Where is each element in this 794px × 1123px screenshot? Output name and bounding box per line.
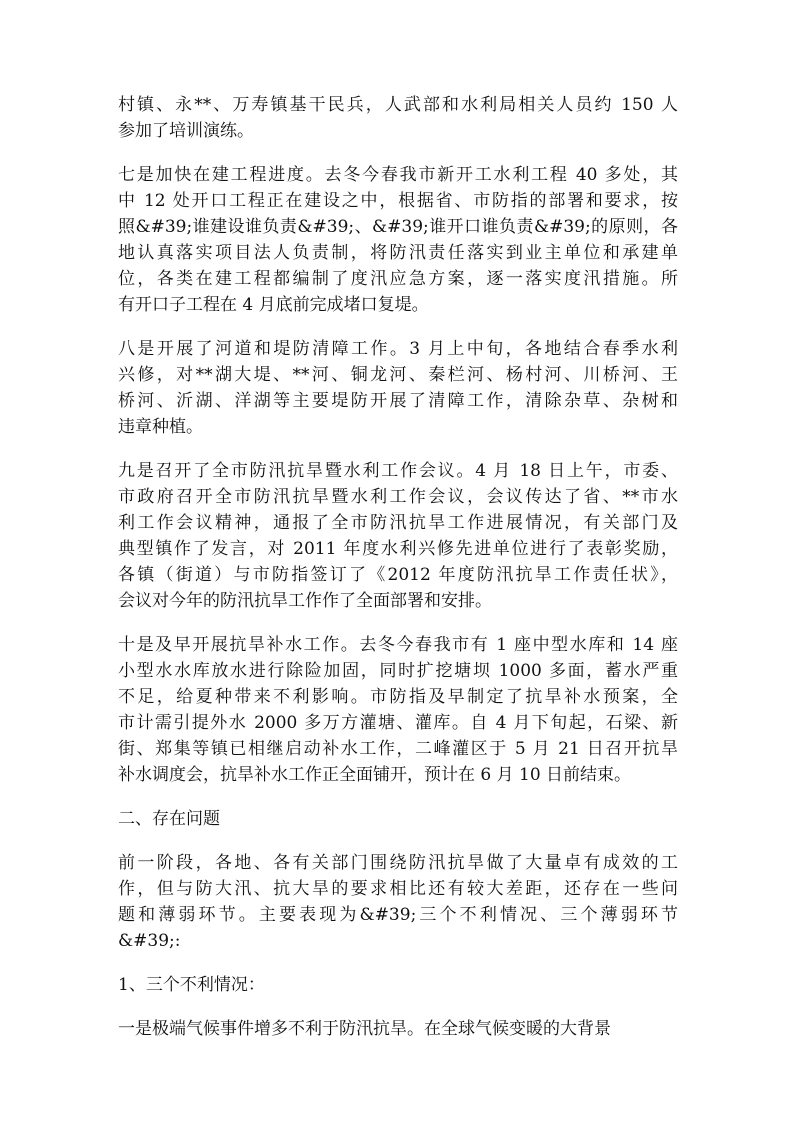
text-line: 位，各类在建工程都编制了度汛应急方案，逐一落实度汛措施。所 [118,269,678,289]
text-line: 题和薄弱环节。主要表现为&#39;三个不利情况、三个薄弱环节 [118,905,678,925]
text-line: 市政府召开全市防汛抗旱暨水利工作会议，会议传达了省、**市水 [118,487,678,507]
text-line: 作，但与防大汛、抗大旱的要求相比还有较大差距，还存在一些问 [118,879,678,899]
text-line: &#39;: [118,931,181,951]
paragraph [118,632,678,788]
paragraph [118,850,678,954]
text-line: 1、三个不利情况： [118,975,265,995]
text-line: 八是开展了河道和堤防清障工作。3 月上中旬，各地结合春季水利 [118,339,678,359]
text-line: 村镇、永**、万寿镇基干民兵，人武部和水利局相关人员约 150 人 [118,95,678,115]
text-line: 街、郑集等镇已相继启动补水工作，二峰灌区于 5 月 21 日召开抗旱 [118,739,678,759]
text-line: 桥河、沂湖、洋湖等主要堤防开展了清障工作，清除杂草、杂树和 [118,391,678,411]
text-line: 十是及早开展抗旱补水工作。去冬今春我市有 1 座中型水库和 14 座 [118,635,678,655]
paragraph [118,1016,678,1042]
text-line: 地认真落实项目法人负责制，将防汛责任落实到业主单位和承建单 [118,243,678,263]
paragraph [118,336,678,440]
text-line: 典型镇作了发言，对 2011 年度水利兴修先进单位进行了表彰奖励， [118,539,678,559]
document-page [118,92,678,1060]
text-line: 违章种植。 [118,417,203,437]
text-line: 有开口子工程在 4 月底前完成堵口复堤。 [118,295,429,315]
text-line: 前一阶段，各地、各有关部门围绕防汛抗旱做了大量卓有成效的工 [118,853,678,873]
paragraph [118,806,678,832]
text-line: 不足，给夏种带来不利影响。市防指及早制定了抗旱补水预案，全 [118,687,678,707]
text-line: 二、存在问题 [118,809,220,829]
text-line: 参加了培训演练。 [118,121,254,141]
text-line: 九是召开了全市防汛抗旱暨水利工作会议。4 月 18 日上午，市委、 [118,461,678,481]
text-line: 兴修，对**湖大堤、**河、铜龙河、秦栏河、杨村河、川桥河、王 [118,365,678,385]
text-line: 补水调度会，抗旱补水工作正全面铺开，预计在 6 月 10 日前结束。 [118,765,632,785]
text-line: 一是极端气候事件增多不利于防汛抗旱。在全球气候变暖的大背景 [118,1019,611,1039]
text-line: 会议对今年的防汛抗旱工作作了全面部署和安排。 [118,591,492,611]
text-line: 中 12 处开口工程正在建设之中，根据省、市防指的部署和要求，按 [118,191,678,211]
text-line: 小型水水库放水进行除险加固，同时扩挖塘坝 1000 多面，蓄水严重 [118,661,678,681]
text-line: 照&#39;谁建设谁负责&#39;、&#39;谁开口谁负责&#39;的原则，各 [118,217,678,237]
paragraph [118,162,678,318]
paragraph [118,458,678,614]
paragraph [118,972,678,998]
text-line: 各镇（街道）与市防指签订了《2012 年度防汛抗旱工作责任状》， [118,565,678,585]
paragraph [118,92,678,144]
text-line: 利工作会议精神，通报了全市防汛抗旱工作进展情况，有关部门及 [118,513,678,533]
text-line: 市计需引提外水 2000 多万方灌塘、灌库。自 4 月下旬起，石梁、新 [118,713,678,733]
text-line: 七是加快在建工程进度。去冬今春我市新开工水利工程 40 多处，其 [118,165,678,185]
